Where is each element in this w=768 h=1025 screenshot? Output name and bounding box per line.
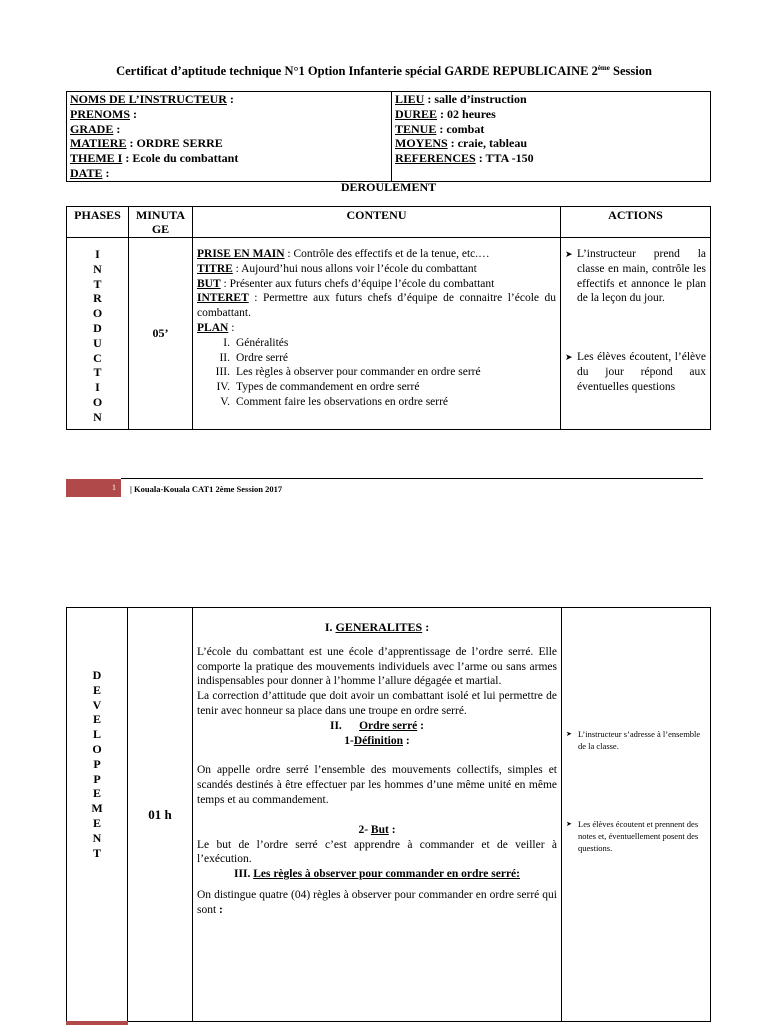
info-instructeur: NOMS DE L’INSTRUCTEUR :: [70, 92, 234, 106]
plan-item: II. Ordre serré: [219, 351, 289, 364]
info-table: [66, 91, 711, 182]
plan-item: V. Comment faire les observations en ordre serré: [220, 395, 449, 408]
footer-divider: [121, 478, 703, 479]
actions-intro: [561, 238, 711, 430]
info-theme: THEME I : Ecole du combattant: [70, 151, 239, 166]
contenu-intro: [193, 238, 561, 430]
paragraph: L’école du combattant est une école d’apprentissage de l’ordre serré. Elle comporte la pratique des mouvements individuels avec l’arme ou sans armes indispensables pour donner à l’homme l’allure dégagée et martial.: [197, 645, 557, 688]
prise-en-main: PRISE EN MAIN : Contrôle des effectifs et de la tenue, etc.…: [197, 248, 490, 260]
minutage-intro: 05’: [129, 238, 193, 430]
action-item: ➤ Les élèves écoutent, l’élève du jour répond aux éventuelles questions: [565, 351, 706, 393]
page-title: Certificat d’aptitude technique N°1 Option Infanterie spécial GARDE REPUBLICAINE 2ème Session: [116, 64, 652, 79]
info-lieu: LIEU : salle d’instruction: [395, 92, 527, 106]
info-right-cell: [392, 92, 711, 182]
development-table: [66, 607, 711, 1022]
minutage-developpement: 01 h: [128, 608, 193, 1022]
header-contenu: CONTENU: [193, 207, 561, 238]
paragraph: On distingue quatre (04) règles à observer pour commander en ordre serré qui sont :: [197, 888, 557, 916]
phase-introduction: I N T R O D U C T I O N: [67, 238, 129, 430]
footer-page-badge-next: [66, 1021, 128, 1025]
arrow-bullet-icon: ➤: [566, 730, 572, 738]
action-item: ➤ L’instructeur prend la classe en main, contrôle les effectifs et annonce le plan de la leçon du jour.: [565, 248, 706, 305]
plan-list: [197, 336, 556, 410]
subsection-but: 2- But :: [358, 823, 396, 836]
paragraph: On appelle ordre serré l’ensemble des mouvements collectifs, simples et scandés destinés à être effectuer par les hommes d’une même unité en même temps et au commandement.: [197, 764, 557, 806]
info-date: DATE :: [70, 165, 110, 180]
header-minutage: MINUTA GE: [129, 207, 193, 238]
action-item: ➤ L’instructeur s’adresse à l’ensemble de la classe.: [566, 729, 701, 751]
interet: INTERET : Permettre aux futurs chefs d’équipe de connaitre l’école du combattant.: [197, 292, 556, 320]
actions-developpement: [562, 608, 711, 1022]
info-tenue: TENUE : combat: [395, 121, 485, 136]
info-grade: GRADE :: [70, 121, 121, 136]
section-regles: III. Les règles à observer pour commander en ordre serré:: [234, 868, 520, 881]
plan-item: IV. Types de commandement en ordre serré: [216, 381, 420, 394]
arrow-bullet-icon: ➤: [565, 352, 573, 363]
page-number: 1: [112, 483, 116, 492]
action-item: ➤ Les élèves écoutent et prennent des notes et, éventuellement posent des questions.: [566, 819, 699, 853]
info-prenoms: PRENOMS :: [70, 106, 137, 121]
but: BUT : Présenter aux futurs chefs d’équipe l’école du combattant: [197, 277, 495, 290]
section-generalites: I. GENERALITES :: [324, 620, 430, 634]
info-moyens: MOYENS : craie, tableau: [395, 136, 527, 151]
paragraph: Le but de l’ordre serré c’est apprendre à commander et de veiller à l’exécution.: [197, 838, 557, 866]
arrow-bullet-icon: ➤: [565, 249, 573, 259]
titre: TITRE : Aujourd’hui nous allons voir l’école du combattant: [197, 262, 477, 275]
header-phases: PHASES: [67, 207, 129, 238]
lesson-table: [66, 206, 711, 430]
plan-item: I. Généralités: [223, 336, 289, 349]
arrow-bullet-icon: ➤: [566, 820, 572, 828]
plan-item: III. Les règles à observer pour commander en ordre serré: [215, 366, 481, 379]
info-left-cell: [67, 92, 392, 182]
footer-text: | Kouala-Kouala CAT1 2ème Session 2017: [130, 484, 283, 494]
paragraph: La correction d’attitude que doit avoir un combattant isolé et lui permettre de tenir avec honneur sa place dans une troupe en ordre serré.: [197, 690, 557, 717]
plan-label: PLAN :: [197, 321, 235, 334]
contenu-developpement: [193, 608, 562, 1022]
phase-developpement: D E V E L O P P E M E N T: [67, 608, 128, 1022]
deroulement-heading: DEROULEMENT: [340, 180, 437, 194]
subsection-definition: 1-Définition :: [344, 734, 410, 747]
footer-page-badge: [66, 479, 121, 497]
info-matiere: MATIERE : ORDRE SERRE: [70, 136, 223, 151]
info-duree: DUREE : 02 heures: [395, 106, 496, 121]
section-ordre-serre: II. Ordre serré :: [329, 719, 424, 732]
info-references: REFERENCES : TTA -150: [395, 151, 534, 166]
header-actions: ACTIONS: [561, 207, 711, 238]
